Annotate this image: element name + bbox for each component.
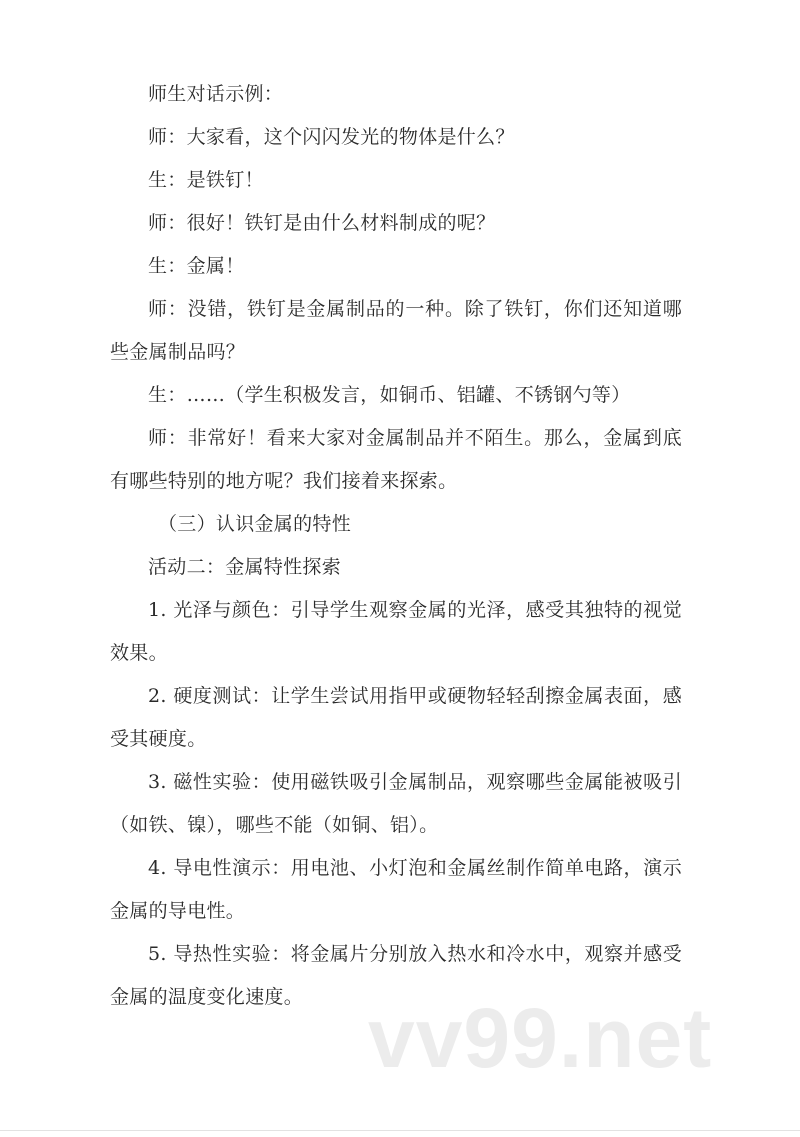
list-item: 5. 导热性实验：将金属片分别放入热水和冷水中，观察并感受金属的温度变化速度。 — [110, 943, 682, 1008]
section-heading: （三）认识金属的特性 — [158, 513, 352, 535]
document-body — [110, 73, 682, 1019]
dialogue-line: 师：没错，铁钉是金属制品的一种。除了铁钉，你们还知道哪些金属制品吗？ — [110, 298, 682, 363]
watermark: vv99.net — [368, 991, 713, 1085]
list-item: 1. 光泽与颜色：引导学生观察金属的光泽，感受其独特的视觉效果。 — [110, 599, 682, 664]
list-item: 4. 导电性演示：用电池、小灯泡和金属丝制作简单电路，演示金属的导电性。 — [110, 857, 682, 922]
list-item: 2. 硬度测试：让学生尝试用指甲或硬物轻轻刮擦金属表面，感受其硬度。 — [110, 685, 682, 750]
dialogue-line: 师：很好！铁钉是由什么材料制成的呢？ — [148, 212, 496, 234]
dialogue-line: 生：金属！ — [148, 255, 245, 277]
dialogue-line: 生：……（学生积极发言，如铜币、铝罐、不锈钢勺等） — [148, 384, 631, 406]
dialogue-line: 生：是铁钉！ — [148, 169, 264, 191]
dialogue-line: 师：非常好！看来大家对金属制品并不陌生。那么，金属到底有哪些特别的地方呢？我们接着来探索。 — [110, 427, 682, 492]
dialogue-title: 师生对话示例： — [148, 83, 284, 105]
activity-title: 活动二：金属特性探索 — [148, 556, 342, 578]
list-item: 3. 磁性实验：使用磁铁吸引金属制品，观察哪些金属能被吸引（如铁、镍），哪些不能（如铜、铝）。 — [110, 771, 682, 836]
dialogue-line: 师：大家看，这个闪闪发光的物体是什么？ — [148, 126, 515, 148]
